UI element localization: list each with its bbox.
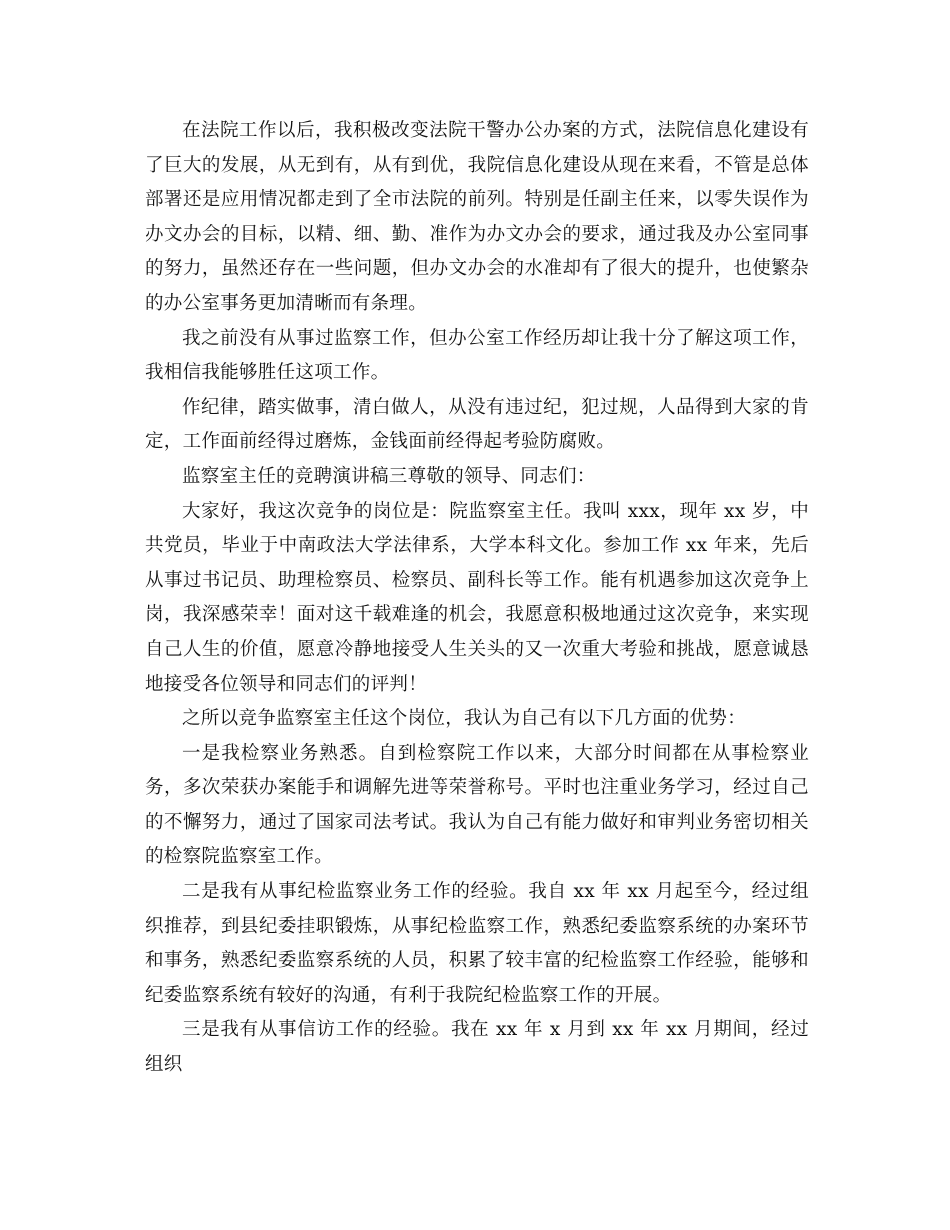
paragraph: 一是我检察业务熟悉。自到检察院工作以来，大部分时间都在从事检察业务，多次荣获办案能手和调解先进等荣誉称号。平时也注重业务学习，经过自己的不懈努力，通过了国家司法考试。我认为自己有能力做好和审判业务密切相关的检察院监察室工作。: [145, 742, 809, 868]
section-heading: 监察室主任的竞聘演讲稿三尊敬的领导、同志们：: [182, 465, 596, 487]
paragraph: 之所以竞争监察室主任这个岗位，我认为自己有以下几方面的优势：: [182, 708, 747, 730]
document-body: [145, 114, 809, 1083]
paragraph: 三是我有从事信访工作的经验。我在 xx 年 x 月到 xx 年 xx 月期间，经过组织: [145, 1019, 809, 1076]
paragraph: 在法院工作以后，我积极改变法院干警办公办案的方式，法院信息化建设有了巨大的发展，从无到有，从有到优，我院信息化建设从现在来看，不管是总体部署还是应用情况都走到了全市法院的前列。特别是任副主任来，以零失误作为办文办会的目标，以精、细、勤、准作为办文办会的要求，通过我及办公室同事的努力，虽然还存在一些问题，但办文办会的水准却有了很大的提升，也使繁杂的办公室事务更加清晰而有条理。: [145, 120, 809, 314]
paragraph: 大家好，我这次竞争的岗位是：院监察室主任。我叫 xxx，现年 xx 岁，中共党员，毕业于中南政法大学法律系，大学本科文化。参加工作 xx 年来，先后从事过书记员、助理检察员、检察员、副科长等工作。能有机遇参加这次竞争上岗，我深感荣幸！面对这千载难逢的机会，我愿意积极地通过这次竞争，来实现自己人生的价值，愿意冷静地接受人生关头的又一次重大考验和挑战，愿意诚恳地接受各位领导和同志们的评判！: [145, 500, 809, 695]
paragraph: 作纪律，踏实做事，清白做人，从没有违过纪，犯过规，人品得到大家的肯定，工作面前经得过磨炼，金钱面前经得起考验防腐败。: [145, 396, 809, 453]
paragraph: 二是我有从事纪检监察业务工作的经验。我自 xx 年 xx 月起至今，经过组织推荐，到县纪委挂职锻炼，从事纪检监察工作，熟悉纪委监察系统的办案环节和事务，熟悉纪委监察系统的人员，积累了较丰富的纪检监察工作经验，能够和纪委监察系统有较好的沟通，有利于我院纪检监察工作的开展。: [145, 881, 809, 1006]
paragraph: 我之前没有从事过监察工作，但办公室工作经历却让我十分了解这项工作，我相信我能够胜任这项工作。: [145, 327, 809, 384]
